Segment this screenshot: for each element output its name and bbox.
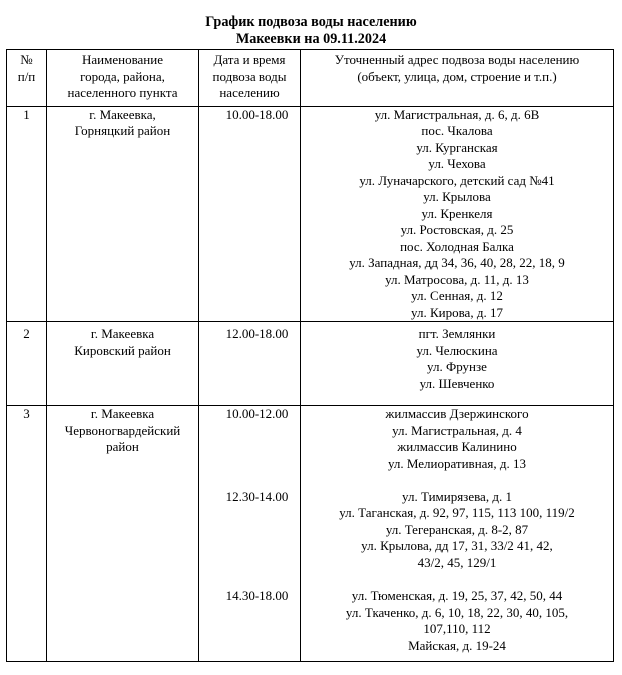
address-line: ул. Магистральная, д. 4 [392,422,522,438]
address-line: жилмассив Дзержинского [385,406,529,421]
row-number [7,106,47,322]
title-line-1: График подвоза воды населению [205,14,417,30]
header-time [199,50,301,107]
address-line: ул. Курганская [416,139,498,155]
address-line: ул. Крылова, дд 17, 31, 33/2 41, 42, [361,538,553,553]
header-address [301,50,614,107]
address-line: ул. Крылова [423,189,491,204]
address-line: 107,110, 112 [423,621,491,636]
row-number-text: 1 [23,106,30,122]
district-name [47,106,199,322]
district-name-line: Червоногвардейский [64,422,181,438]
address-line: ул. Магистральная, д. 6, д. 6В [374,106,540,122]
time-slot: 10.00-12.00 [225,406,289,421]
address-line: пгт. Землянки [418,326,496,341]
address-line: ул. Мелиоративная, д. 13 [387,455,527,471]
address-spacer [301,571,613,588]
address-line: ул. Ткаченко, д. 6, 10, 18, 22, 30, 40, 105, [345,604,569,620]
address-line: ул. Сенная, д. 12 [411,288,503,303]
row-number-text: 2 [23,326,30,341]
water-schedule-table [6,49,614,662]
district-name-line: г. Макеевка [90,326,155,341]
address-line: пос. Чкалова [421,123,493,138]
district-name-line: г. Макеевка, [89,106,156,122]
title-line-2: Макеевки на 09.11.2024 [235,30,387,47]
address-line: ул. Кирова, д. 17 [411,304,503,320]
address-line: ул. Матросова, д. 11, д. 13 [385,271,529,287]
district-name [47,322,199,406]
address-line: ул. Таганская, д. 92, 97, 115, 113 100, 119/2 [339,505,575,520]
table-row [7,406,614,662]
address-list [301,322,614,406]
district-name-line: Кировский район [74,342,171,358]
table-row [7,106,614,322]
document-title [0,0,622,47]
header-name-line: города, района, [80,68,165,84]
delivery-time [199,406,301,662]
header-name [47,50,199,107]
row-number [7,406,47,662]
header-num-line: № [20,52,33,67]
district-name-line: район [106,439,139,454]
address-list [301,406,614,662]
address-line: жилмассив Калинино [397,439,517,454]
row-number-text: 3 [23,406,30,421]
time-spacer [199,423,300,489]
address-line: ул. Ростовская, д. 25 [400,222,514,237]
address-line: 43/2, 45, 129/1 [417,554,497,570]
address-line: ул. Чехова [428,156,486,171]
header-time-line: населению [219,85,280,100]
time-slot: 10.00-18.00 [225,106,289,122]
row-number [7,322,47,406]
address-line: ул. Челюскина [416,342,498,358]
address-line: ул. Луначарского, детский сад №41 [359,172,555,188]
address-list [301,106,614,322]
time-slot: 12.00-18.00 [225,326,289,341]
header-address-line: (объект, улица, дом, строение и т.п.) [357,68,557,84]
header-name-line: населенного пункта [67,85,178,100]
address-line: Майская, д. 19-24 [408,637,506,653]
header-num-line: п/п [17,68,36,84]
delivery-time [199,322,301,406]
address-spacer [301,472,613,489]
time-spacer [199,505,300,588]
table-row [7,322,614,406]
time-slot: 14.30-18.00 [225,588,289,603]
time-slot: 12.30-14.00 [225,488,289,504]
address-line: ул. Шевченко [419,375,495,391]
address-line: ул. Тюменская, д. 19, 25, 37, 42, 50, 44 [351,588,563,603]
delivery-time [199,106,301,322]
address-line: ул. Кренкеля [421,205,493,221]
address-line: ул. Тегеранская, д. 8-2, 87 [385,521,529,537]
district-name-line: Горняцкий район [74,123,171,138]
header-name-line: Наименование [82,52,163,67]
address-line: ул. Западная, дд 34, 36, 40, 28, 22, 18, 9 [349,255,565,270]
district-name-line: г. Макеевка [90,406,155,421]
table-header-row [7,50,614,107]
address-line: ул. Тимирязева, д. 1 [402,488,512,504]
district-name [47,406,199,662]
header-num [7,50,47,107]
address-line: ул. Фрунзе [427,359,487,374]
header-time-line: подвоза воды [212,68,287,84]
header-address-line: Уточненный адрес подвоза воды населению [334,52,580,67]
address-line: пос. Холодная Балка [400,238,514,254]
header-time-line: Дата и время [213,52,286,67]
